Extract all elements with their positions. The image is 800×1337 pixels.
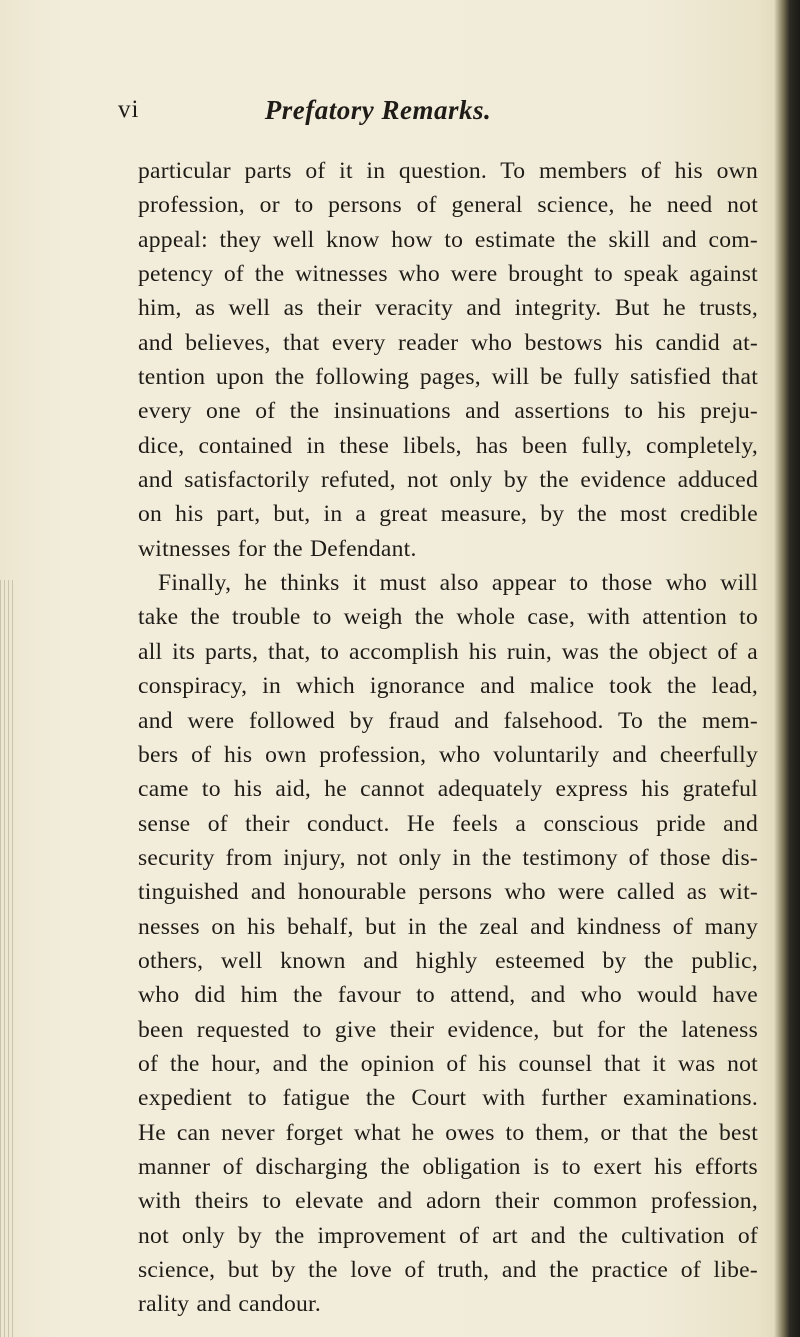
text-line: manner of discharging the obligation is to exert his efforts <box>138 1153 758 1180</box>
text-line: rality and candour. <box>138 1291 321 1318</box>
running-head: Prefatory Remarks. <box>264 95 492 125</box>
text-line: conspiracy, in which ignorance and malice took the lead, <box>138 673 758 700</box>
text-line: Finally, he thinks it must also appear to those who will <box>158 570 758 597</box>
page-number: vi <box>118 96 140 123</box>
text-line: on his part, but, in a great measure, by the most credible <box>138 501 758 528</box>
text-line: sense of their conduct. He feels a conscious pride and <box>138 810 758 837</box>
text-line: of the hour, and the opinion of his counsel that it was not <box>138 1050 758 1077</box>
text-line: dice, contained in these libels, has been fully, completely, <box>138 432 758 459</box>
text-line: profession, or to persons of general science, he need not <box>138 192 758 219</box>
text-line: science, but by the love of truth, and the practice of libe- <box>138 1257 758 1283</box>
paragraph <box>138 154 758 566</box>
text-line: appeal: they well know how to estimate the skill and com- <box>138 226 758 253</box>
text-line: take the trouble to weigh the whole case, with attention to <box>138 604 758 631</box>
text-line: and were followed by fraud and falsehood. To the mem- <box>138 707 758 734</box>
body-text <box>138 154 758 1322</box>
text-line: and satisfactorily refuted, not only by the evidence adduced <box>138 467 758 494</box>
text-line: security from injury, not only in the testimony of those dis- <box>138 844 758 871</box>
text-line: bers of his own profession, who voluntarily and cheerfully <box>138 741 758 768</box>
paragraph <box>138 566 758 1322</box>
text-line: tention upon the following pages, will be fully satisfied that <box>138 364 758 391</box>
show-through-texture <box>0 580 14 1337</box>
text-line: not only by the improvement of art and the cultivation of <box>138 1222 758 1249</box>
text-line: with theirs to elevate and adorn their common profession, <box>138 1188 758 1215</box>
text-line: others, well known and highly esteemed by the public, <box>138 947 758 974</box>
text-line: who did him the favour to attend, and who would have <box>138 982 758 1009</box>
text-line: been requested to give their evidence, but for the lateness <box>138 1016 758 1043</box>
text-line: every one of the insinuations and assertions to his preju- <box>138 398 758 425</box>
text-line: came to his aid, he cannot adequately express his grateful <box>138 776 758 803</box>
text-line: nesses on his behalf, but in the zeal and kindness of many <box>138 913 758 940</box>
book-binding-edge <box>774 0 800 1337</box>
text-line: petency of the witnesses who were brought to speak against <box>138 261 758 288</box>
text-line: particular parts of it in question. To members of his own <box>138 158 758 184</box>
text-line: expedient to fatigue the Court with further examinations. <box>138 1085 758 1112</box>
text-line: tinguished and honourable persons who were called as wit- <box>138 879 758 906</box>
text-line: witnesses for the Defendant. <box>138 535 417 562</box>
text-line: all its parts, that, to accomplish his ruin, was the object of a <box>138 638 758 665</box>
text-line: He can never forget what he owes to them, or that the best <box>138 1119 758 1146</box>
page-header <box>118 96 758 136</box>
text-line: him, as well as their veracity and integrity. But he trusts, <box>138 295 758 322</box>
text-line: and believes, that every reader who bestows his candid at- <box>138 329 758 356</box>
